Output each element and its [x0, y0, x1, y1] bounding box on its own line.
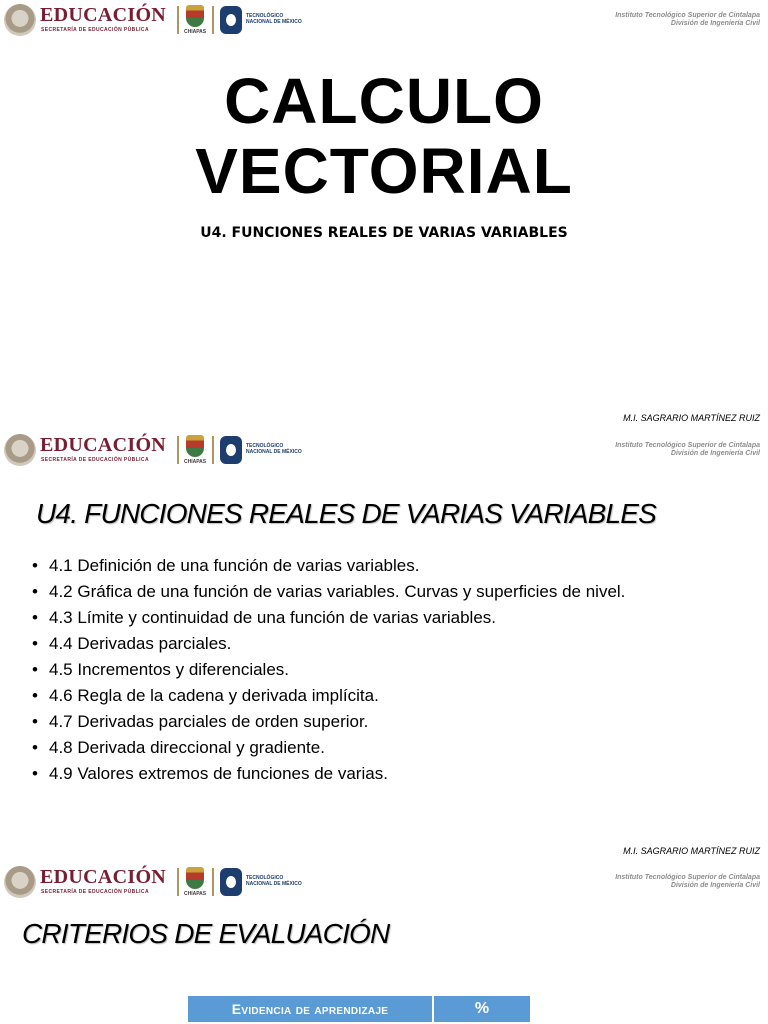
institute-info	[615, 12, 760, 28]
topic-text: 4.5 Incrementos y diferenciales.	[49, 660, 290, 679]
sep-logo-title: EDUCACIÓN	[40, 434, 167, 456]
tecnm-logo-text	[246, 875, 302, 887]
tecnm-logo-text	[246, 13, 302, 25]
topic-item	[32, 686, 712, 706]
tecnm-line-2: NACIONAL DE MÉXICO	[246, 449, 302, 455]
slide-header	[0, 0, 768, 42]
sep-logo-subtitle: SECRETARÍA DE EDUCACIÓN PÚBLICA	[41, 27, 149, 33]
author-name: M.I. SAGRARIO MARTÍNEZ RUIZ	[623, 413, 760, 423]
tecnm-line-2: NACIONAL DE MÉXICO	[246, 19, 302, 25]
evidence-column-header: Evidencia de aprendizaje	[188, 996, 432, 1022]
bullet-icon: •	[32, 582, 38, 601]
topic-text: 4.2 Gráfica de una función de varias variables. Curvas y superficies de nivel.	[49, 582, 626, 601]
topic-item	[32, 660, 712, 680]
bullet-icon: •	[32, 738, 38, 757]
chiapas-shield-icon	[186, 867, 204, 889]
criteria-heading: CRITERIOS DE EVALUACIÓN	[22, 918, 390, 949]
divider	[212, 868, 214, 896]
institute-info	[615, 874, 760, 890]
mexico-emblem-icon	[4, 866, 36, 898]
topic-item	[32, 608, 712, 628]
course-title	[0, 66, 768, 206]
topic-item	[32, 634, 712, 654]
divider	[212, 6, 214, 34]
institute-name: Instituto Tecnológico Superior de Cintalapa	[615, 442, 760, 449]
slide-header	[0, 430, 768, 472]
chiapas-logo-label: CHIAPAS	[184, 29, 207, 35]
chiapas-logo-label: CHIAPAS	[184, 459, 207, 465]
topic-text: 4.7 Derivadas parciales de orden superior.	[49, 712, 369, 731]
percent-column-header: %	[434, 996, 530, 1022]
bullet-icon: •	[32, 634, 38, 653]
tecnm-line-1: TECNOLÓGICO	[246, 13, 284, 19]
institute-info	[615, 442, 760, 458]
divider	[177, 868, 179, 896]
slide-header	[0, 862, 768, 904]
unit-heading: U4. FUNCIONES REALES DE VARIAS VARIABLES	[36, 498, 656, 529]
chiapas-shield-icon	[186, 435, 204, 457]
author-name: M.I. SAGRARIO MARTÍNEZ RUIZ	[623, 846, 760, 856]
tecnm-logo	[220, 866, 242, 898]
course-title-line-2: VECTORIAL	[195, 135, 573, 207]
bullet-icon: •	[32, 660, 38, 679]
tecnm-gear-icon	[220, 868, 242, 896]
slide-evaluation-criteria	[0, 862, 768, 1024]
chiapas-logo-label: CHIAPAS	[184, 891, 207, 897]
divider	[177, 436, 179, 464]
chiapas-logo	[184, 433, 206, 467]
sep-logo-subtitle: SECRETARÍA DE EDUCACIÓN PÚBLICA	[41, 457, 149, 463]
chiapas-shield-icon	[186, 5, 204, 27]
division-name: División de Ingeniería Civil	[670, 450, 760, 457]
bullet-icon: •	[32, 764, 38, 783]
sep-logo-title: EDUCACIÓN	[40, 866, 167, 888]
tecnm-line-1: TECNOLÓGICO	[246, 443, 284, 449]
topic-item	[32, 556, 712, 576]
topic-list	[32, 556, 712, 790]
sep-logo-subtitle: SECRETARÍA DE EDUCACIÓN PÚBLICA	[41, 889, 149, 895]
chiapas-logo	[184, 3, 206, 37]
divider	[177, 6, 179, 34]
tecnm-logo	[220, 434, 242, 466]
sep-logo-title: EDUCACIÓN	[40, 4, 167, 26]
mexico-emblem-icon	[4, 4, 36, 36]
bullet-icon: •	[32, 608, 38, 627]
bullet-icon: •	[32, 556, 38, 575]
topic-text: 4.4 Derivadas parciales.	[49, 634, 232, 653]
slide-title	[0, 0, 768, 430]
bullet-icon: •	[32, 712, 38, 731]
institute-name: Instituto Tecnológico Superior de Cintalapa	[615, 874, 760, 881]
topic-text: 4.8 Derivada direccional y gradiente.	[49, 738, 325, 757]
topic-item	[32, 582, 712, 602]
mexico-emblem-icon	[4, 434, 36, 466]
institute-name: Instituto Tecnológico Superior de Cintalapa	[615, 12, 760, 19]
tecnm-gear-icon	[220, 6, 242, 34]
evaluation-table-header	[188, 996, 530, 1022]
tecnm-gear-icon	[220, 436, 242, 464]
division-name: División de Ingeniería Civil	[670, 882, 760, 889]
topic-text: 4.9 Valores extremos de funciones de varias.	[49, 764, 388, 783]
topic-item	[32, 712, 712, 732]
topic-text: 4.1 Definición de una función de varias variables.	[49, 556, 420, 575]
topic-item	[32, 738, 712, 758]
tecnm-logo	[220, 4, 242, 36]
course-title-line-1: CALCULO	[224, 65, 544, 137]
bullet-icon: •	[32, 686, 38, 705]
topic-text: 4.6 Regla de la cadena y derivada implícita.	[49, 686, 379, 705]
divider	[212, 436, 214, 464]
topic-item	[32, 764, 712, 784]
tecnm-logo-text	[246, 443, 302, 455]
chiapas-logo	[184, 865, 206, 899]
topic-text: 4.3 Límite y continuidad de una función de varias variables.	[49, 608, 496, 627]
unit-subtitle: U4. FUNCIONES REALES DE VARIAS VARIABLES	[200, 225, 568, 241]
tecnm-line-1: TECNOLÓGICO	[246, 875, 284, 881]
slide-unit-contents	[0, 430, 768, 862]
division-name: División de Ingeniería Civil	[670, 20, 760, 27]
tecnm-line-2: NACIONAL DE MÉXICO	[246, 881, 302, 887]
